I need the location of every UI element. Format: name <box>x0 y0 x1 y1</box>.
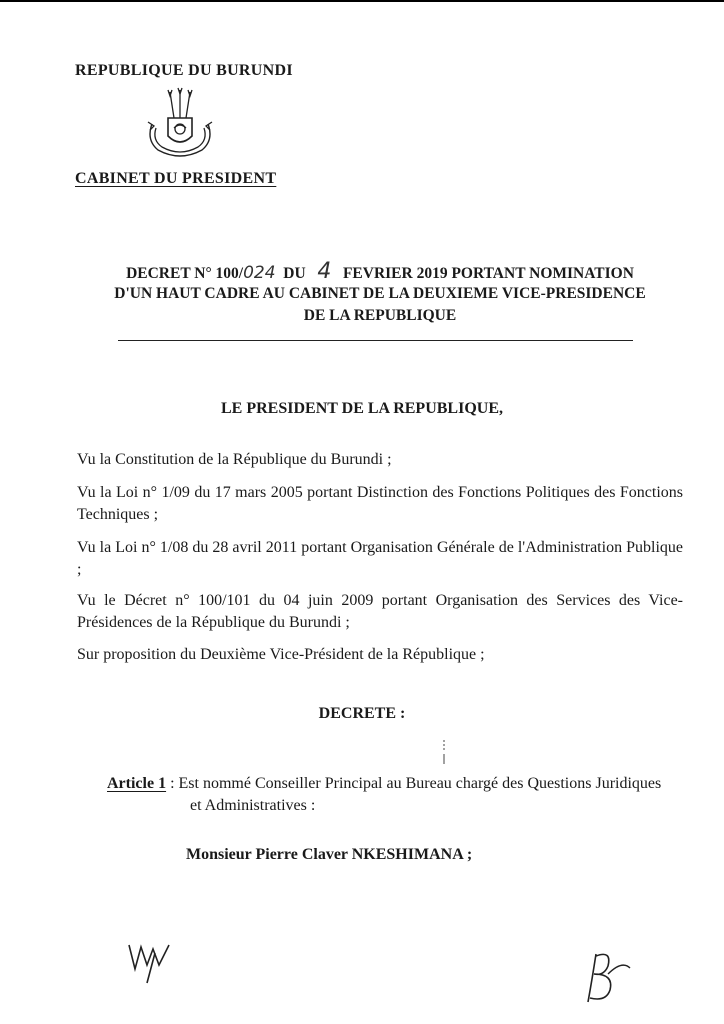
decree-title-line2: D'UN HAUT CADRE AU CABINET DE LA DEUXIEME VICE-PRESIDENCE <box>114 285 646 302</box>
appointee-name: Monsieur Pierre Claver NKESHIMANA ; <box>186 846 473 863</box>
republic-heading: REPUBLIQUE DU BURUNDI <box>75 62 293 79</box>
initials-left <box>125 935 175 990</box>
decree-title-line3: DE LA REPUBLIQUE <box>303 307 457 324</box>
decree-date-rest: FEVRIER 2019 PORTANT NOMINATION <box>342 265 634 282</box>
decree-du: DU <box>283 265 306 282</box>
signature-icon <box>578 940 648 1010</box>
decrete-heading: DECRETE : <box>318 705 406 722</box>
decree-day-handwritten: 4 <box>317 259 332 284</box>
article-1-label: Article 1 <box>107 775 167 792</box>
cabinet-heading: CABINET DU PRESIDENT <box>75 170 277 187</box>
signature-right <box>578 940 648 1010</box>
article-1-text-line2: et Administratives : <box>190 797 316 814</box>
title-separator-rule <box>118 340 633 341</box>
margin-mark <box>443 740 445 764</box>
consideration-item: Vu la Loi n° 1/08 du 28 avril 2011 portant Organisation Générale de l'Administration Publique ; <box>77 539 683 578</box>
president-heading: LE PRESIDENT DE LA REPUBLIQUE, <box>221 400 503 417</box>
handwritten-initials-icon <box>125 935 175 990</box>
article-1 <box>107 773 687 795</box>
coat-of-arms-seal <box>140 88 220 170</box>
decree-prefix: DECRET N° 100/ <box>126 265 244 282</box>
consideration-item: Sur proposition du Deuxième Vice-Président de la République ; <box>77 646 485 663</box>
decree-number-handwritten: 024 <box>243 263 276 283</box>
consideration-item: Vu la Constitution de la République du Burundi ; <box>77 451 392 468</box>
consideration-item: Vu la Loi n° 1/09 du 17 mars 2005 portant Distinction des Fonctions Politiques des Fonctions Techniques ; <box>77 484 683 523</box>
article-1-text-line1: : Est nommé Conseiller Principal au Bureau chargé des Questions Juridiques <box>170 775 662 792</box>
consideration-item: Vu le Décret n° 100/101 du 04 juin 2009 portant Organisation des Services des Vice-Présidences de la République du Burundi ; <box>77 592 683 631</box>
coat-of-arms-icon <box>140 88 220 170</box>
top-border <box>0 0 724 2</box>
decree-title-line1 <box>70 259 690 284</box>
